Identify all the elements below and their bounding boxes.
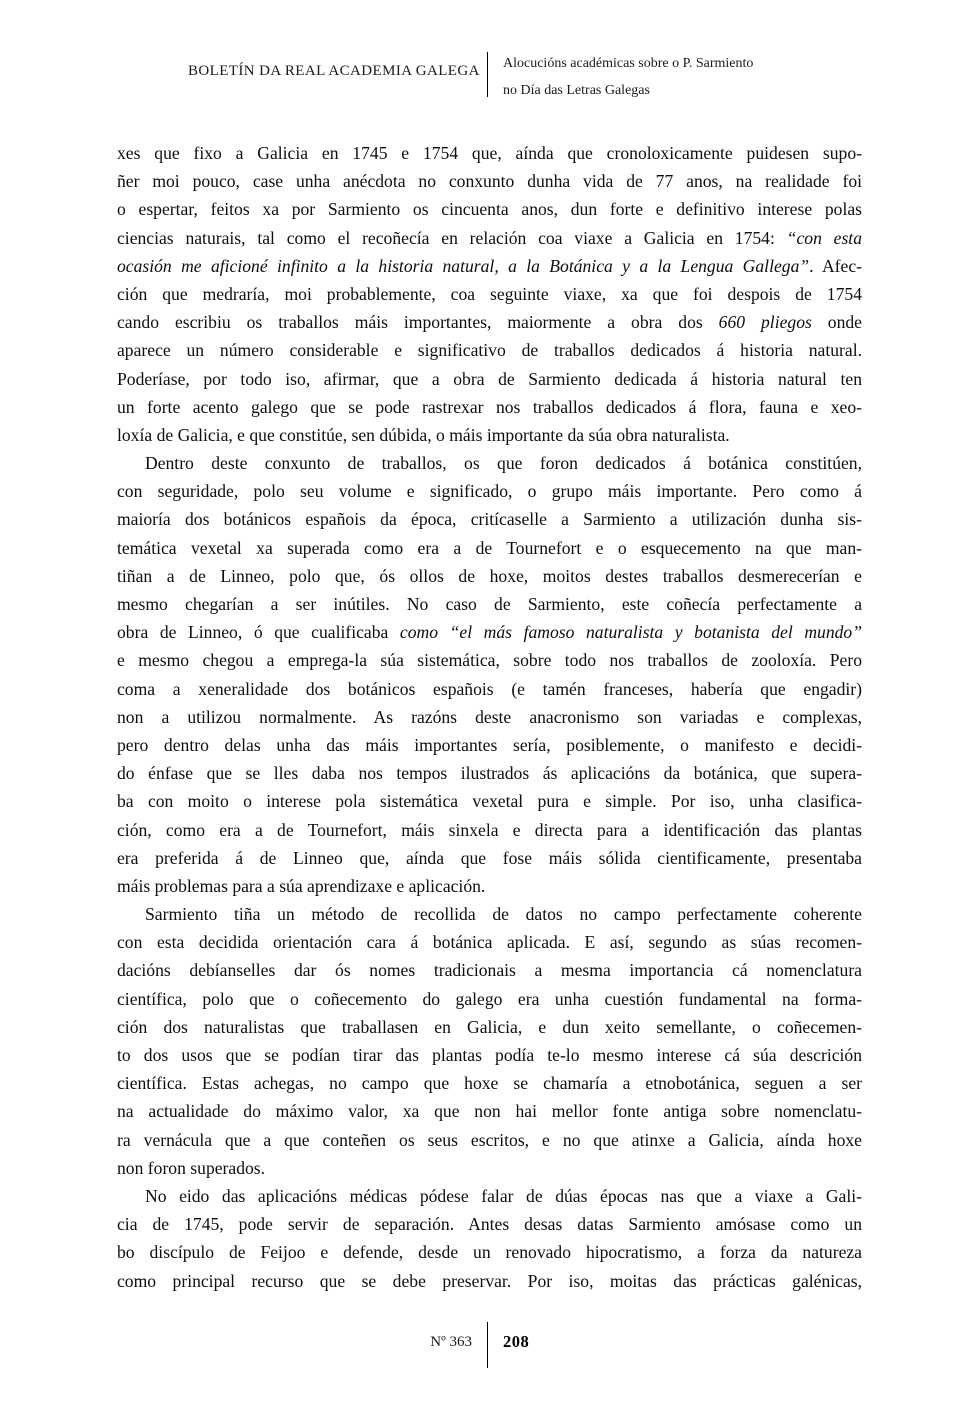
text-segment: cando escribiu os traballos máis importantes, maiormente a obra dos: [117, 312, 719, 333]
text-segment: to dos usos que se podían tirar das plantas podía te-lo mesmo interese cá súa descrición: [117, 1045, 862, 1065]
text-line: [117, 1126, 862, 1154]
text-line: [117, 505, 862, 533]
text-line: [117, 872, 862, 900]
text-segment: bo discípulo de Feijoo e defende, desde un renovado hipocratismo, a forza da natureza: [117, 1242, 862, 1263]
footer-divider: [487, 1322, 488, 1368]
text-segment: máis problemas para a súa aprendizaxe e aplicación.: [117, 875, 486, 896]
text-line: [117, 449, 862, 477]
text-line: [117, 759, 862, 787]
text-line: [117, 618, 862, 646]
text-line: [117, 646, 862, 674]
text-segment: científica. Estas achegas, no campo que hoxe se chamaría a etnobotánica, seguen a ser: [117, 1073, 862, 1094]
journal-title: BOLETÍN DA REAL ACADEMIA GALEGA: [188, 63, 480, 79]
text-line: [117, 280, 862, 308]
text-line: [117, 224, 862, 252]
text-segment: ba con moito o interese pola sistemática vexetal pura e simple. Por iso, unha clasifica-: [117, 791, 862, 812]
text-line: [117, 985, 862, 1013]
text-segment: . Afec-: [809, 255, 862, 276]
text-segment: pero dentro delas unha das máis importantes sería, posiblemente, o manifesto e decidi-: [117, 734, 862, 755]
text-segment: e mesmo chegou a emprega-la súa sistemática, sobre todo nos traballos de zooloxía. Pero: [117, 650, 862, 671]
text-line: [117, 900, 862, 928]
text-line: [117, 1210, 862, 1238]
text-line: [117, 816, 862, 844]
issue-number: Nº 363: [430, 1334, 472, 1350]
text-line: [117, 1154, 862, 1182]
text-segment: maioría dos botánicos españois da época, critícaselle a Sarmiento a utilización dunha sis-: [117, 509, 862, 530]
text-line: [117, 336, 862, 364]
text-segment: ñer moi pouco, case unha anécdota no conxunto dunha vida de 77 anos, na realidade foi: [117, 171, 862, 192]
text-line: [117, 1041, 862, 1069]
text-segment: do énfase que se lles daba nos tempos ilustrados ás aplicacións da botánica, que supera-: [117, 763, 862, 784]
text-segment: cia de 1745, pode servir de separación. Antes desas datas Sarmiento amósase como un: [117, 1214, 862, 1235]
text-line: [117, 365, 862, 393]
text-line: [117, 393, 862, 421]
text-line: [117, 1267, 862, 1295]
text-segment: No eido das aplicacións médicas pódese falar de dúas épocas nas que a viaxe a Gali-: [145, 1185, 862, 1206]
text-line: [117, 1069, 862, 1097]
text-line: [117, 167, 862, 195]
text-line: [117, 731, 862, 759]
text-line: [117, 252, 862, 280]
text-line: [117, 1013, 862, 1041]
text-segment: temática vexetal xa superada como era a de Tournefort e o esquecemento na que man-: [117, 537, 862, 558]
text-line: [117, 195, 862, 223]
text-segment: Poderíase, por todo iso, afirmar, que a obra de Sarmiento dedicada á historia natural ten: [117, 368, 862, 389]
text-segment: como principal recurso que se debe preservar. Por iso, moitas das prácticas galénicas,: [117, 1270, 862, 1291]
text-segment: era preferida á de Linneo que, aínda que fose máis sólida cientificamente, presentaba: [117, 847, 862, 868]
text-segment: dacións debíanselles dar ós nomes tradicionais a mesma importancia cá nomenclatura: [117, 960, 862, 981]
text-segment: ción dos naturalistas que traballasen en Galicia, e dun xeito semellante, o coñecemen-: [117, 1016, 862, 1037]
text-segment: non foron superados.: [117, 1157, 266, 1178]
text-line: [117, 421, 862, 449]
text-line: [117, 534, 862, 562]
text-segment: tiñan a de Linneo, polo que, ós ollos de hoxe, moitos destes traballos desmerecerían e: [117, 565, 862, 586]
text-line: [117, 1097, 862, 1125]
text-segment: Dentro deste conxunto de traballos, os que foron dedicados á botánica constitúen,: [145, 453, 862, 474]
italic-text-segment: 660 pliegos: [718, 312, 812, 333]
text-segment: Sarmiento tiña un método de recollida de datos no campo perfectamente coherente: [145, 904, 862, 925]
article-body: [117, 139, 862, 1295]
text-line: [117, 703, 862, 731]
text-line: [117, 928, 862, 956]
text-line: [117, 590, 862, 618]
text-line: [117, 139, 862, 167]
text-line: [117, 1238, 862, 1266]
text-segment: onde: [811, 312, 862, 333]
text-segment: ra vernácula que a que conteñen os seus escritos, e no que atinxe a Galicia, aínda hoxe: [117, 1129, 862, 1150]
page-number: 208: [503, 1332, 530, 1351]
text-segment: científica, polo que o coñecemento do galego era unha cuestión fundamental na forma-: [117, 988, 862, 1009]
text-line: [117, 562, 862, 590]
text-line: [117, 844, 862, 872]
text-segment: loxía de Galicia, e que constitúe, sen dúbida, o máis importante da súa obra naturalista.: [117, 424, 730, 445]
text-segment: xes que fixo a Galicia en 1745 e 1754 que, aínda que cronoloxicamente puidesen supo-: [117, 143, 862, 163]
article-title: [503, 51, 803, 104]
text-line: [117, 477, 862, 505]
text-segment: obra de Linneo, ó que cualificaba: [117, 622, 400, 643]
italic-text-segment: ocasión me aficioné infinito a la historia natural, a la Botánica y a la Lengua Gallega”: [117, 255, 810, 276]
text-line: [117, 787, 862, 815]
text-line: [117, 1182, 862, 1210]
header-divider: [487, 52, 488, 97]
text-segment: mesmo chegarían a ser inútiles. No caso de Sarmiento, este coñecía perfectamente a: [117, 594, 862, 614]
text-segment: con seguridade, polo seu volume e significado, o grupo máis importante. Pero como á: [117, 481, 862, 502]
text-segment: coma a xeneralidade dos botánicos españois (e tamén franceses, habería que engadir): [117, 678, 862, 699]
text-line: [117, 308, 862, 336]
text-segment: aparece un número considerable e significativo de traballos dedicados á historia natural.: [117, 340, 862, 361]
text-segment: ción que medraría, moi probablemente, coa seguinte viaxe, xa que foi despois de 1754: [117, 283, 862, 304]
text-line: [117, 956, 862, 984]
article-title-line2: no Día das Letras Galegas: [503, 82, 650, 98]
text-segment: ciencias naturais, tal como el recoñecía en relación coa viaxe a Galicia en 1754:: [117, 227, 787, 248]
text-segment: un forte acento galego que se pode rastrexar nos traballos dedicados á flora, fauna e xeo-: [117, 396, 862, 417]
text-segment: o espertar, feitos xa por Sarmiento os cincuenta anos, dun forte e definitivo interese polas: [117, 199, 862, 220]
text-line: [117, 675, 862, 703]
text-segment: ción, como era a de Tournefort, máis sinxela e directa para a identificación das plantas: [117, 819, 862, 840]
text-segment: na actualidade do máximo valor, xa que non hai mellor fonte antiga sobre nomenclatu-: [117, 1101, 862, 1122]
italic-text-segment: “con esta: [786, 227, 862, 248]
article-title-line1: Alocucións académicas sobre o P. Sarmiento: [503, 56, 754, 71]
text-segment: con esta decidida orientación cara á botánica aplicada. E así, segundo as súas recomen-: [117, 932, 862, 953]
text-segment: non a utilizou normalmente. As razóns deste anacronismo son variadas e complexas,: [117, 706, 862, 727]
italic-text-segment: como “el más famoso naturalista y botanista del mundo”: [399, 622, 862, 643]
